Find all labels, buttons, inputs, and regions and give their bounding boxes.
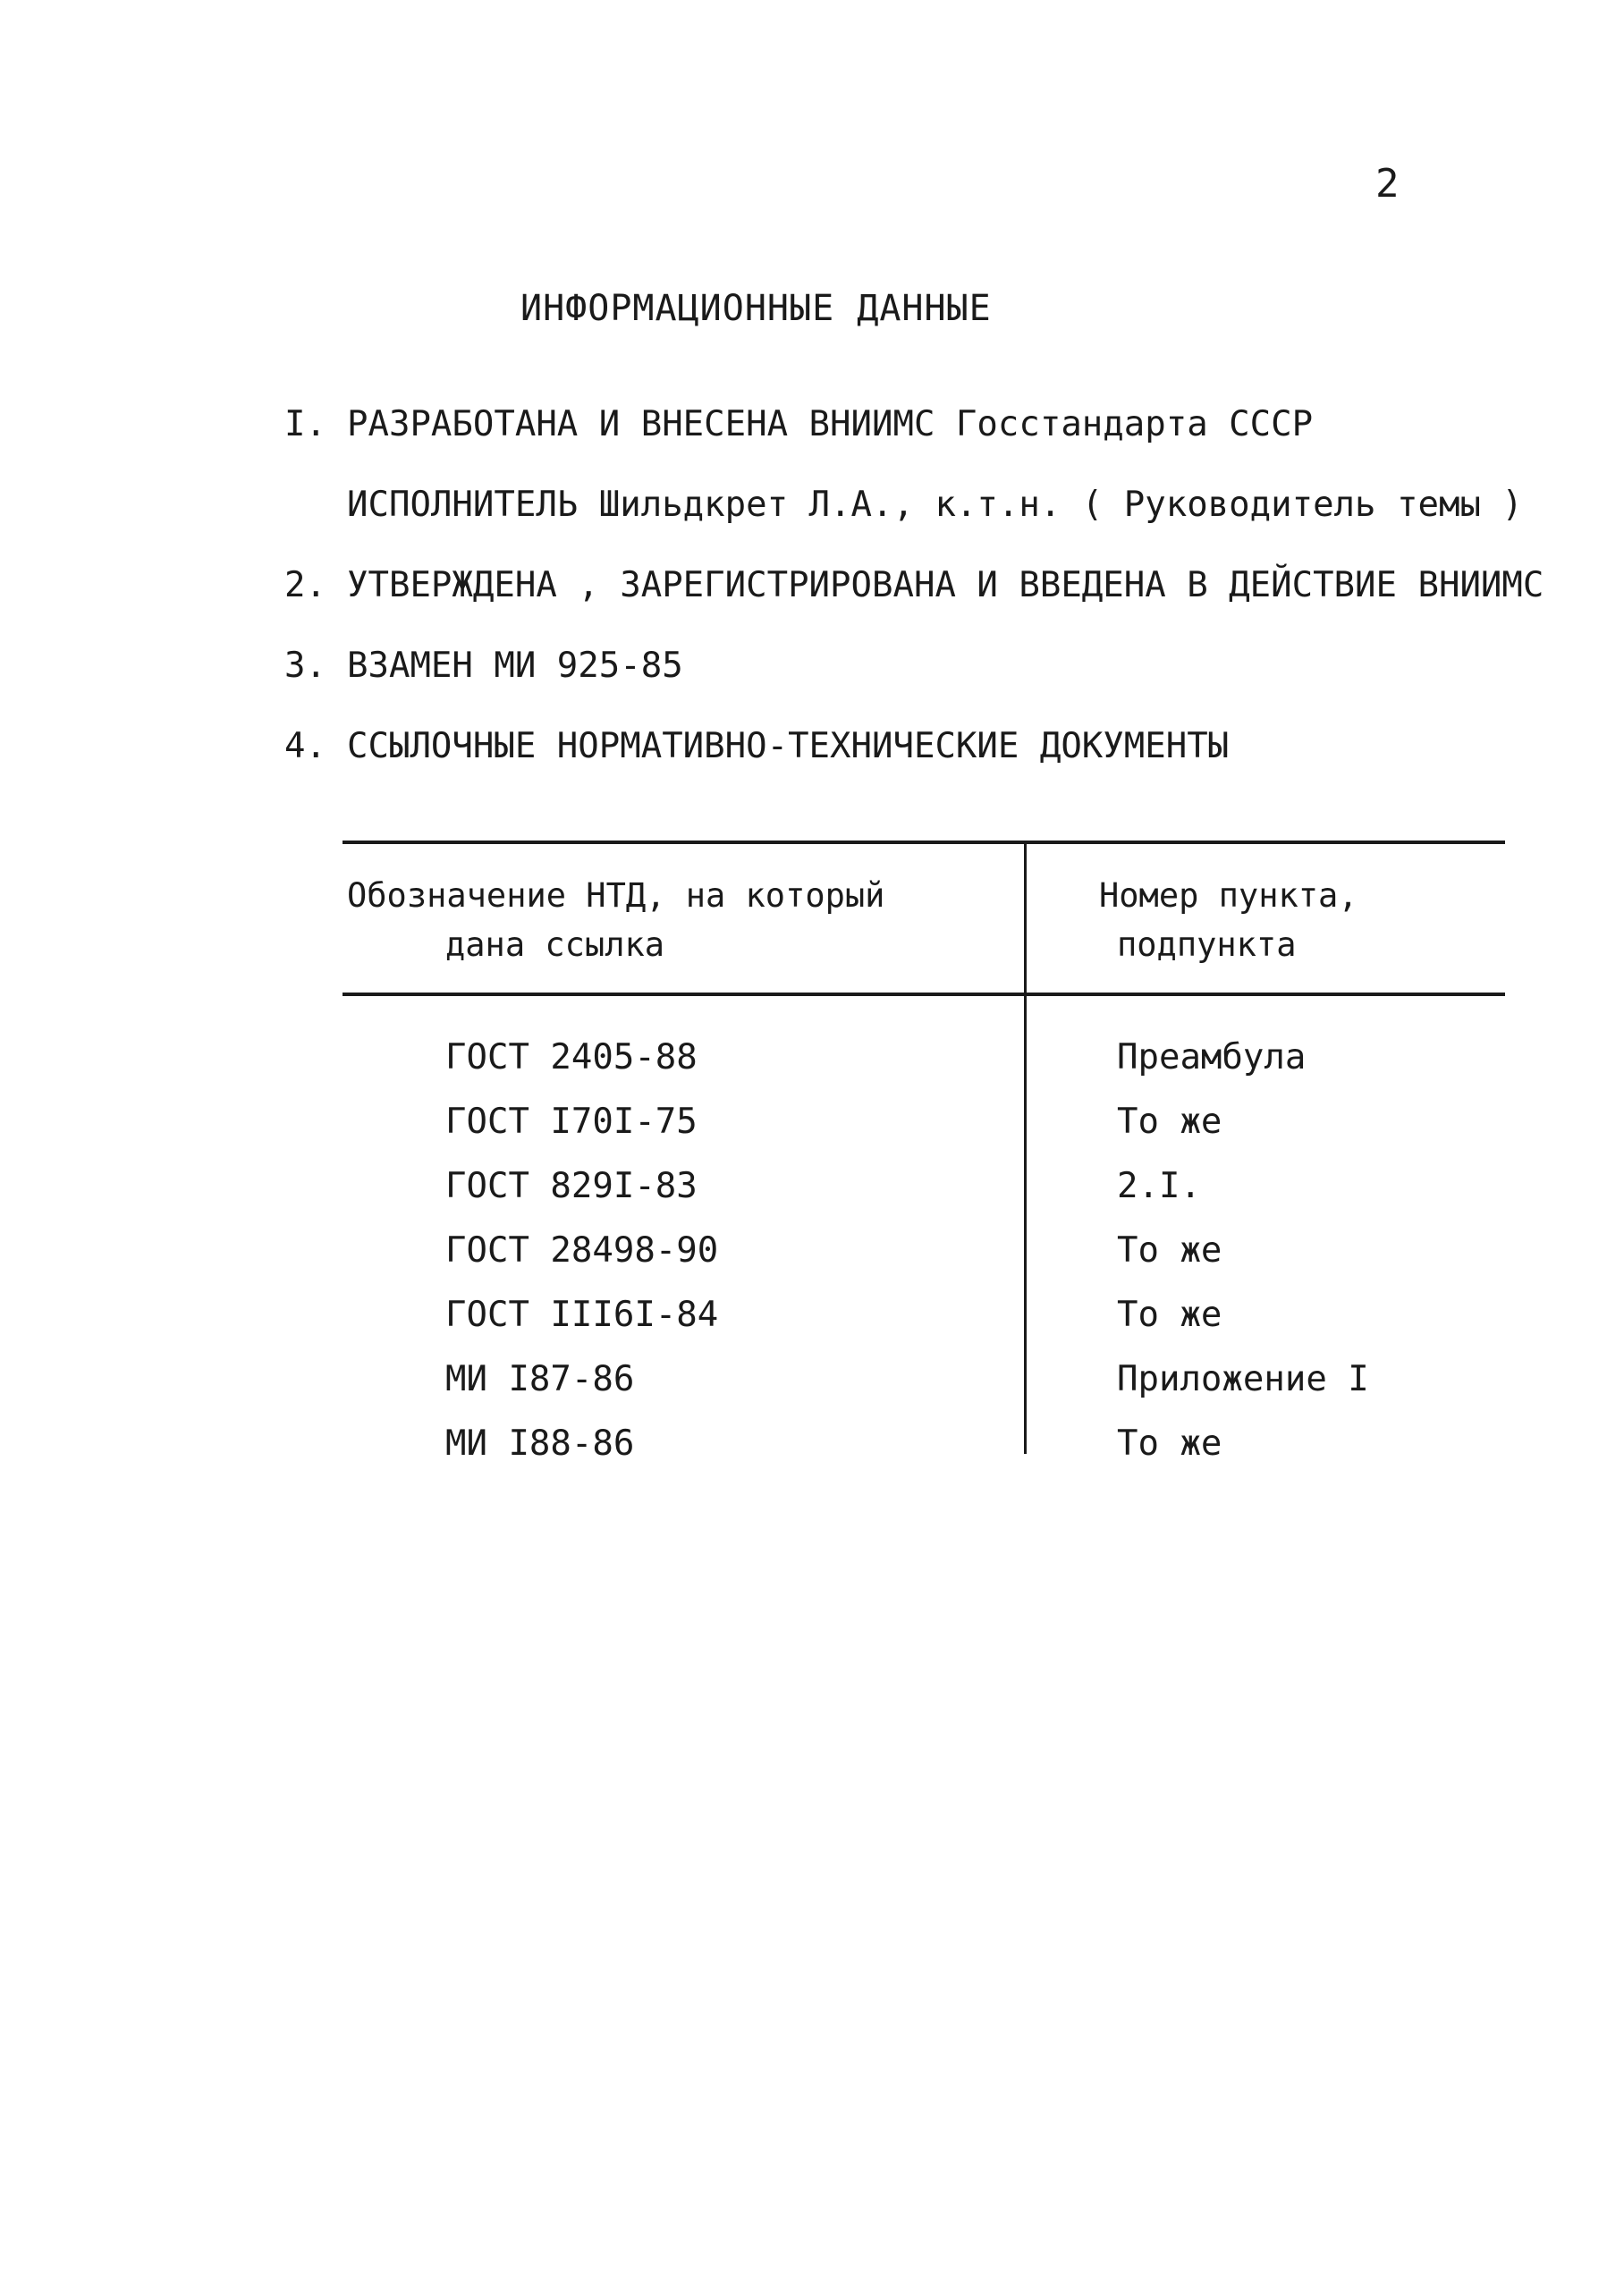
- item-number: I.: [284, 404, 326, 444]
- header-line: Обозначение НТД, на который: [347, 876, 885, 915]
- item-number: 3.: [284, 646, 326, 686]
- table-cell-ref: То же: [1117, 1102, 1222, 1142]
- table-cell-doc: ГОСТ 829I-83: [445, 1166, 698, 1206]
- item-number: 4.: [284, 726, 326, 766]
- header-line: Номер пункта,: [1099, 876, 1358, 915]
- table-header-designation: [347, 871, 884, 969]
- list-item: [284, 726, 1229, 766]
- table-cell-doc: ГОСТ 2405-88: [445, 1037, 698, 1077]
- table-cell-ref: То же: [1117, 1424, 1222, 1464]
- item-number: 2.: [284, 565, 326, 605]
- item-text: РАЗРАБОТАНА И ВНЕСЕНА ВНИИМС Госстандарта СССР: [347, 404, 1314, 444]
- table-header-clause: [1099, 871, 1358, 969]
- header-line: подпункта: [1117, 925, 1297, 964]
- item-text: ВЗАМЕН МИ 925-85: [347, 646, 683, 686]
- table-cell-doc: ГОСТ III6I-84: [445, 1295, 719, 1335]
- table-cell-ref: 2.I.: [1117, 1166, 1201, 1206]
- list-item: [284, 404, 1313, 444]
- page-title: ИНФОРМАЦИОННЫЕ ДАННЫЕ: [520, 288, 992, 329]
- item-text: УТВЕРЖДЕНА , ЗАРЕГИСТРИРОВАНА И ВВЕДЕНА В ДЕЙСТВИЕ ВНИИМС: [347, 565, 1544, 605]
- item-text: ИСПОЛНИТЕЛЬ Шильдкрет Л.А., к.т.н. ( Руководитель темы ): [347, 485, 1523, 525]
- table-cell-doc: МИ I88-86: [445, 1424, 635, 1464]
- table-cell-ref: Приложение I: [1117, 1359, 1369, 1399]
- item-text: ССЫЛОЧНЫЕ НОРМАТИВНО-ТЕХНИЧЕСКИЕ ДОКУМЕНТЫ: [347, 726, 1230, 766]
- table-top-rule: [343, 841, 1505, 844]
- list-item: [284, 565, 1544, 605]
- table-cell-doc: ГОСТ I70I-75: [445, 1102, 698, 1142]
- table-cell-ref: Преамбула: [1117, 1037, 1307, 1077]
- table-column-divider: [1024, 841, 1027, 1454]
- page-number: 2: [1375, 161, 1400, 207]
- table-header-rule: [343, 993, 1505, 996]
- reference-table: [343, 841, 1505, 1466]
- table-cell-doc: МИ I87-86: [445, 1359, 635, 1399]
- list-item: [284, 646, 683, 686]
- list-item: [284, 485, 1523, 525]
- table-cell-doc: ГОСТ 28498-90: [445, 1230, 719, 1271]
- table-cell-ref: То же: [1117, 1295, 1222, 1335]
- header-line: дана ссылка: [445, 925, 665, 964]
- table-cell-ref: То же: [1117, 1230, 1222, 1271]
